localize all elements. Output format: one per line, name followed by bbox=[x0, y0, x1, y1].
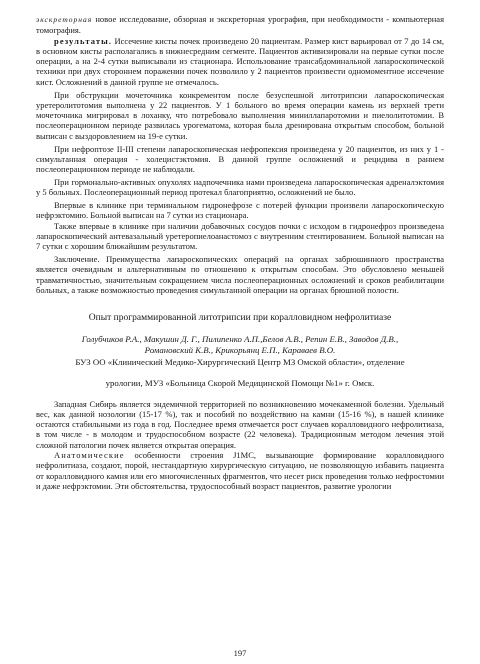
paragraph-text: новое исследование, обзорная и экскреторная урография, при необходимости - компьютерная томография. bbox=[36, 14, 444, 36]
article-affiliation-line-2: урологии, МУЗ «Больница Скорой Медицинской Помощи №1» г. Омск. bbox=[105, 377, 375, 388]
leading-word: Анатомические bbox=[54, 450, 125, 460]
paragraph-adrenalectomy: При гормонально-активных опухолях надпочечника нами произведена лапароскопическая адреналэктомия у 5 больных. Послеоперационный период протекал благоприятно, осложнений не было. bbox=[36, 176, 444, 198]
article-title: Опыт программированной литотрипсии при коралловидном нефролитиазе bbox=[88, 313, 392, 324]
article-authors-line-2: Романовский К.В., Крикорьянц Е.П., Караваев В.О. bbox=[144, 344, 336, 355]
paragraph-anastomosis: Также впервые в клинике при наличии добавочных сосудов почки с исходом в гидронефроз произведена лапароскопический антевазальный уретеропиелоанастомоз с внутренним стентированием. Больной выписан на 7 сутки с хорошим ближайшим результатом. bbox=[36, 220, 444, 252]
paragraph-results bbox=[36, 36, 444, 87]
section-label-results: результаты. bbox=[54, 35, 113, 46]
paragraph-conclusion: Заключение. Преимущества лапароскопических операций на органах забрюшинного пространства является очевидным и альтернативным по отношению к открытым способам. Это обусловлено меньшей травматичностью, значительным сокращением числа послеоперационных осложнений и сроков реабилитации больных, а также возможностью проведения симультанной операции на органах брюшной полости. bbox=[36, 254, 444, 295]
page-number: 197 bbox=[233, 648, 247, 658]
paragraph-nephrectomy: Впервые в клинике при терминальном гидронефрозе с потерей функции произвели лапароскопическую нефрэктомию. Больной выписан на 7 сутки из стационара. bbox=[36, 200, 444, 221]
leading-word: экскреторная bbox=[36, 15, 93, 24]
paragraph-methods-end bbox=[36, 14, 444, 36]
paragraph-nephropexy: При нефроптозе II-III степени лапароскопическая нефропексия произведена у 20 пациентов, из них у 1 - симультанная операция - холецистэктомия. В данной группе осложнений и рецидива в раннем послеоперационном периоде не наблюдали. bbox=[36, 143, 444, 175]
paragraph-ureterolithotomy: При обструкции мочеточника конкрементом после безуспешной литотрипсии лапароскопическая уретеролитотомия выполнена у 22 пациентов. У 1 больного во время операции камень из верхней трети мочеточника мигрировал в лоханку, что потребовало выполнения миниллапаротомии и пиелолитотомии. В послеоперационном периоде развилась урогематома, которая была дренирована открытым способом, больной выписан с выздоровлением на 19-е сутки. bbox=[36, 89, 444, 141]
article-authors-line-1: Голубчиков Р.А., Макушин Д. Г., Пилипенко А.П.,Белов А.В., Репин Е.В., Заводов Д.В., bbox=[81, 333, 399, 344]
document-page bbox=[36, 14, 444, 491]
paragraph-text: особенности строения J1МС, вызывающие формирование коралловидного нефролитиаза, создают, порой, нестандартную хирургическую ситуацию, не позволяющую избавить пациента от коралловидного камня или его многочисленных фрагментов, что несет риск проведения только нефростомии и даже нефрэктомии. Эти обстоятельства, трудоспособный возраст пациентов, развитие урологии bbox=[36, 450, 444, 491]
paragraph-epidemiology: Западная Сибирь является эндемичной территорией по возникновению мочекаменной болезни. Удельный вес, как данной нозологии (15-17 %), так и пособий по воздействию на камни (15-16 %), в нашей клинике остаются стабильными из года в год. Последнее время отмечается рост случаев коралловидного нефролитиаза, в том числе - в молодом и трудоспособном возрасте (22 человека). Традиционным методом лечения этой сложной патологии почек является открытая операция. bbox=[36, 398, 444, 450]
paragraph-text: Иссечение кисты почек произведено 20 пациентам. Размер кист варьировал от 7 до 14 см, в основном кисты располагались в нижнесредним сегменте. Пациентов активизировали на первые сутки после операции, а на 2-4 сутки выписывали из стационара. Использование трансабдоминальной лапароскопической техники при двух стороннем поражении почек позволило у 2 пациентов произвести одномоментное иссечение кист. Осложнений в данной группе не отмечалось. bbox=[36, 35, 445, 87]
article-affiliation-line-1: БУЗ ОО «Клинический Медико-Хирургический Центр МЗ Омской области», отделение bbox=[75, 356, 405, 367]
paragraph-anatomy bbox=[36, 450, 444, 491]
